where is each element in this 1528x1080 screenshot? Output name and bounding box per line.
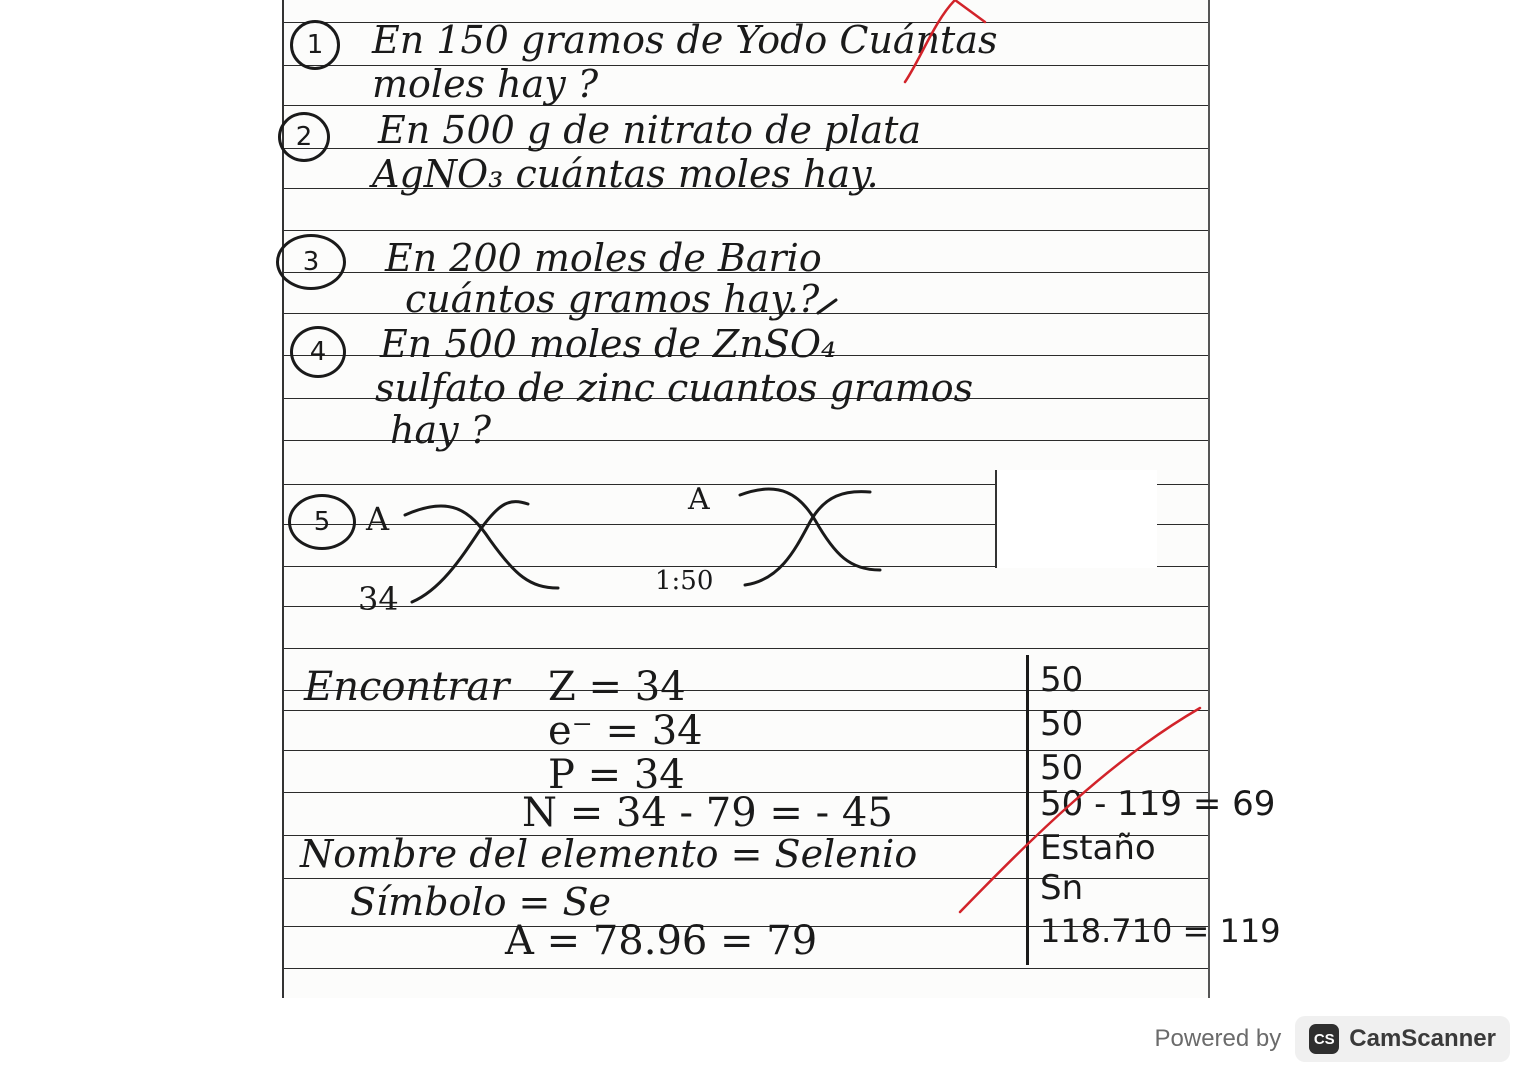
right-atomic-number: 1:50: [655, 566, 714, 596]
atomic-mass-line: A = 78.96 = 79: [505, 918, 818, 964]
second-column-entry: 50: [1040, 704, 1084, 744]
problem-4-line-1: En 500 moles de ZnSO₄: [380, 322, 837, 366]
tick-mark: [818, 300, 836, 313]
symbol-line: Símbolo = Se: [350, 880, 611, 924]
problem-number: 3: [302, 247, 320, 277]
problem-number: 4: [309, 337, 327, 367]
problem-number: 1: [306, 30, 324, 60]
find-label: Encontrar: [304, 664, 510, 710]
atomic-number-value: Z = 34: [548, 664, 686, 710]
left-mass-label: A: [366, 500, 390, 538]
right-cross-curve-b: [745, 492, 870, 585]
problem-1-line-1: En 150 gramos de Yodo Cuántas: [372, 18, 998, 62]
camscanner-brand-name: CamScanner: [1349, 1025, 1496, 1052]
second-column-entry: 50: [1040, 660, 1084, 700]
red-check-mark: [905, 0, 955, 82]
problem-2-line-1: En 500 g de nitrato de plata: [378, 108, 922, 152]
second-column-entry: 50: [1040, 748, 1084, 788]
red-check-mark: [955, 0, 985, 22]
left-atomic-number: 34: [358, 580, 399, 618]
problem-3-line-2: cuántos gramos hay.?: [405, 277, 820, 321]
left-cross-curve-a: [405, 506, 558, 588]
element-name-line: Nombre del elemento = Selenio: [300, 832, 918, 876]
logo-text: CS: [1313, 1030, 1335, 1048]
problem-2-line-2: AgNO₃ cuántas moles hay.: [372, 152, 879, 196]
neutrons-value: N = 34 - 79 = - 45: [522, 790, 893, 836]
problem-1-line-2: moles hay ?: [372, 62, 599, 106]
problem-3-line-1: En 200 moles de Bario: [385, 236, 822, 280]
right-cross-curve-a: [740, 489, 880, 570]
second-column-entry: Sn: [1040, 868, 1084, 908]
camscanner-logo-icon: [1309, 1024, 1339, 1054]
second-column-entry: Estaño: [1040, 828, 1156, 868]
protons-value: P = 34: [548, 752, 685, 798]
second-column-entry: 118.710 = 119: [1040, 912, 1281, 950]
problem-number: 2: [295, 122, 313, 152]
right-mass-label: A: [688, 482, 710, 517]
camscanner-watermark: [1155, 1016, 1510, 1062]
problem-4-line-2: sulfato de zinc cuantos gramos: [375, 366, 974, 410]
powered-by-label: Powered by: [1154, 1025, 1282, 1052]
problem-4-line-3: hay ?: [390, 408, 492, 452]
camscanner-badge: [1295, 1016, 1510, 1062]
electrons-value: e⁻ = 34: [548, 708, 703, 754]
second-column-entry: 50 - 119 = 69: [1040, 784, 1276, 824]
red-correction-line: [960, 708, 1200, 912]
problem-number: 5: [313, 507, 331, 537]
